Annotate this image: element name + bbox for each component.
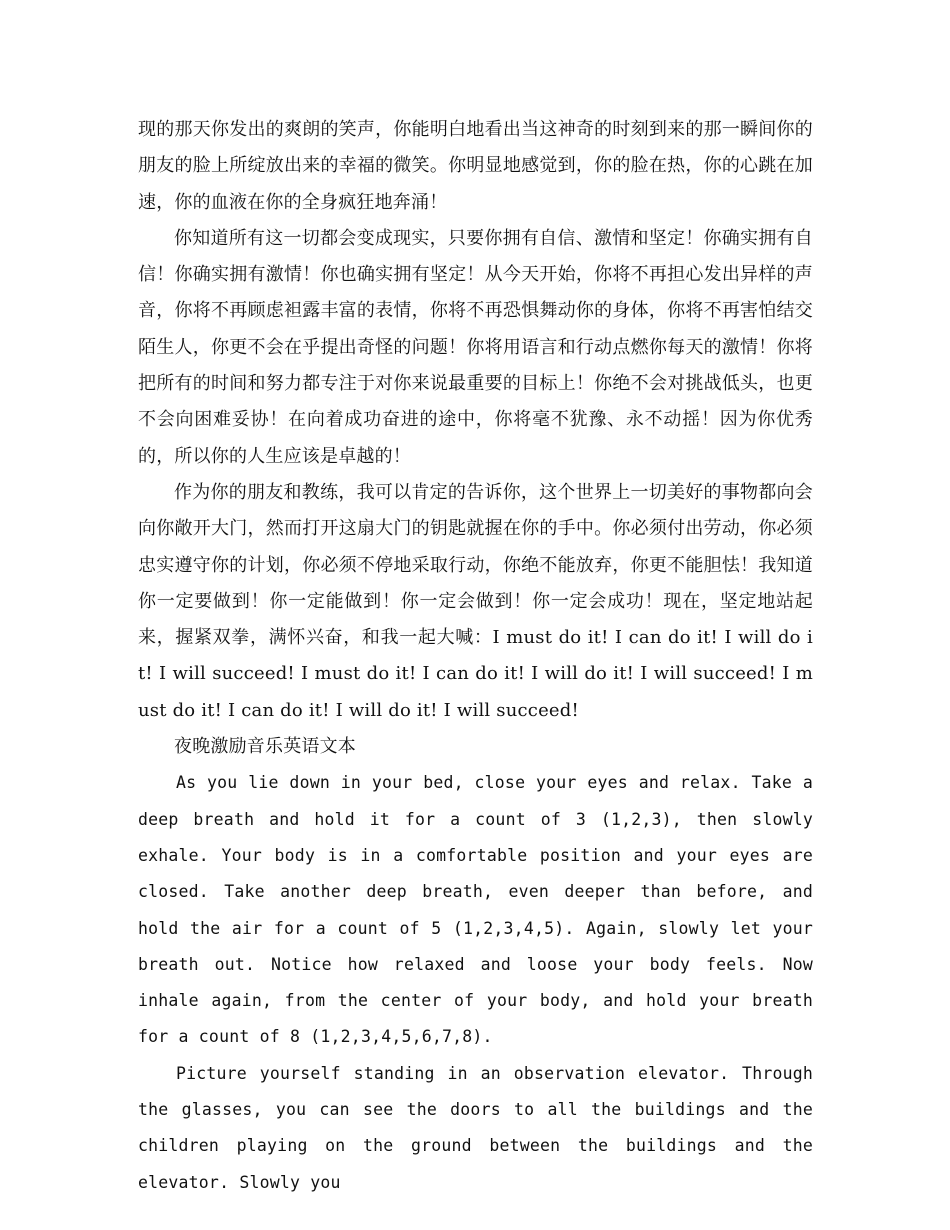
paragraph-confidence: 你知道所有这一切都会变成现实，只要你拥有自信、激情和坚定！你确实拥有自信！你确实拥有激情！你也确实拥有坚定！从今天开始，你将不再担心发出异样的声音，你将不再顾虑袒露丰富的表情，你将不再恐惧舞动你的身体，你将不再害怕结交陌生人，你更不会在乎提出奇怪的问题！你将用语言和行动点燃你每天的激情！你将把所有的时间和努力都专注于对你来说最重要的目标上！你绝不会对挑战低头，也更不会向困难妥协！在向着成功奋进的途中，你将毫不犹豫、永不动摇！因为你优秀的，所以你的人生应该是卓越的！ <box>138 227 813 467</box>
paragraph-coach: 作为你的朋友和教练，我可以肯定的告诉你，这个世界上一切美好的事物都向会向你敞开大门，然而打开这扇大门的钥匙就握在你的手中。你必须付出劳动，你必须忠实遵守你的计划，你必须不停地采取行动，你绝不能放弃，你更不能胆怯！我知道你一定要做到！你一定能做到！你一定会做到！你一定会成功！现在，坚定地站起来，握紧双拳，满怀兴奋，和我一起大喊：I must do it! I can do it! I will do it! I will succeed! I must do it! I can do it! I will do it! I will succeed! I must do it! I can do it! I will do it! I will succeed! <box>138 481 813 721</box>
paragraph-continuation: 现的那天你发出的爽朗的笑声，你能明白地看出当这神奇的时刻到来的那一瞬间你的朋友的脸上所绽放出来的幸福的微笑。你明显地感觉到，你的脸在热，你的心跳在加速，你的血液在你的全身疯狂地奔涌！ <box>138 119 813 213</box>
document-body <box>138 112 813 1201</box>
paragraph-elevator: Picture yourself standing in an observation elevator. Through the glasses, you can see the doors to all the buildings and the children playing on the ground between the buildings and the elevator. Slowly you <box>138 1063 813 1192</box>
paragraph-relaxation: As you lie down in your bed, close your eyes and relax. Take a deep breath and hold it for a count of 3 (1,2,3), then slowly exhale. Your body is in a comfortable position and your eyes are closed. Take another deep breath, even deeper than before, and hold the air for a count of 5 (1,2,3,4,5). Again, slowly let your breath out. Notice how relaxed and loose your body feels. Now inhale again, from the center of your body, and hold your breath for a count of 8 (1,2,3,4,5,6,7,8). <box>138 773 813 1047</box>
section-heading: 夜晚激励音乐英语文本 <box>174 736 356 758</box>
